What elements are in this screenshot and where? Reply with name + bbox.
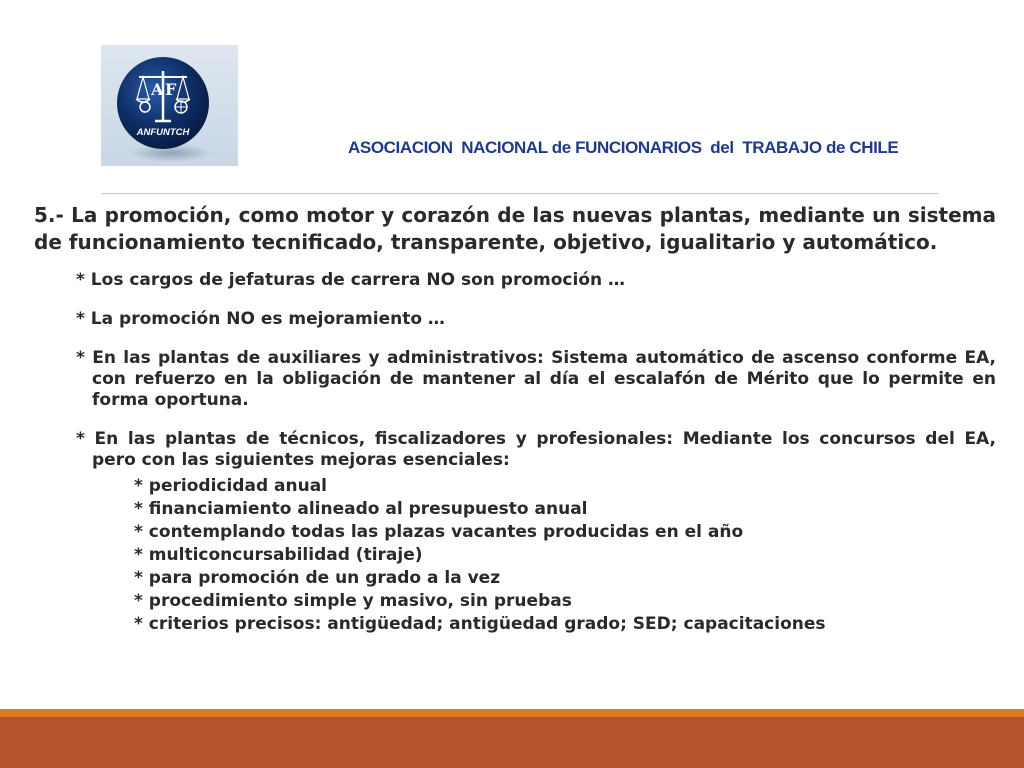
- list-item: * criterios precisos: antigüedad; antigüedad grado; SED; capacitaciones: [134, 614, 826, 634]
- bullet-item: * La promoción NO es mejoramiento …: [76, 309, 445, 329]
- list-item: * multiconcursabilidad (tiraje): [134, 545, 423, 565]
- bullet-item: * En las plantas de técnicos, fiscalizadores y profesionales: Mediante los concursos del EA, pero con las siguientes mejoras esenciales:: [76, 429, 996, 470]
- footer-band: [0, 717, 1024, 768]
- intro-paragraph: 5.- La promoción, como motor y corazón de las nuevas plantas, mediante un sistema de funcionamiento tecnificado, transparente, objetivo, igualitario y automático.: [34, 203, 996, 254]
- svg-text:A: A: [151, 80, 164, 99]
- bullet-item: * En las plantas de auxiliares y administrativos: Sistema automático de ascenso conforme EA, con refuerzo en la obligación de mantener al día el escalafón de Mérito que lo permite en forma oportuna.: [76, 348, 996, 410]
- logo-emblem-icon: [101, 45, 238, 166]
- list-item: * periodicidad anual: [134, 476, 328, 496]
- footer-accent-band: [0, 709, 1024, 717]
- logo-text: ANFUNTCH: [136, 127, 190, 138]
- bullet-item: * Los cargos de jefaturas de carrera NO son promoción …: [76, 270, 626, 290]
- slide-content: [34, 202, 996, 636]
- svg-text:F: F: [165, 80, 177, 99]
- header-divider: [101, 193, 938, 194]
- list-item: * procedimiento simple y masivo, sin pruebas: [134, 591, 572, 611]
- improvements-list: [134, 475, 996, 636]
- list-item: * para promoción de un grado a la vez: [134, 568, 501, 588]
- list-item: * contemplando todas las plazas vacantes producidas en el año: [134, 522, 744, 542]
- organization-title: ASOCIACION NACIONAL de FUNCIONARIOS del TRABAJO de CHILE: [348, 138, 899, 157]
- logo: [101, 45, 238, 166]
- list-item: * financiamiento alineado al presupuesto anual: [134, 499, 588, 519]
